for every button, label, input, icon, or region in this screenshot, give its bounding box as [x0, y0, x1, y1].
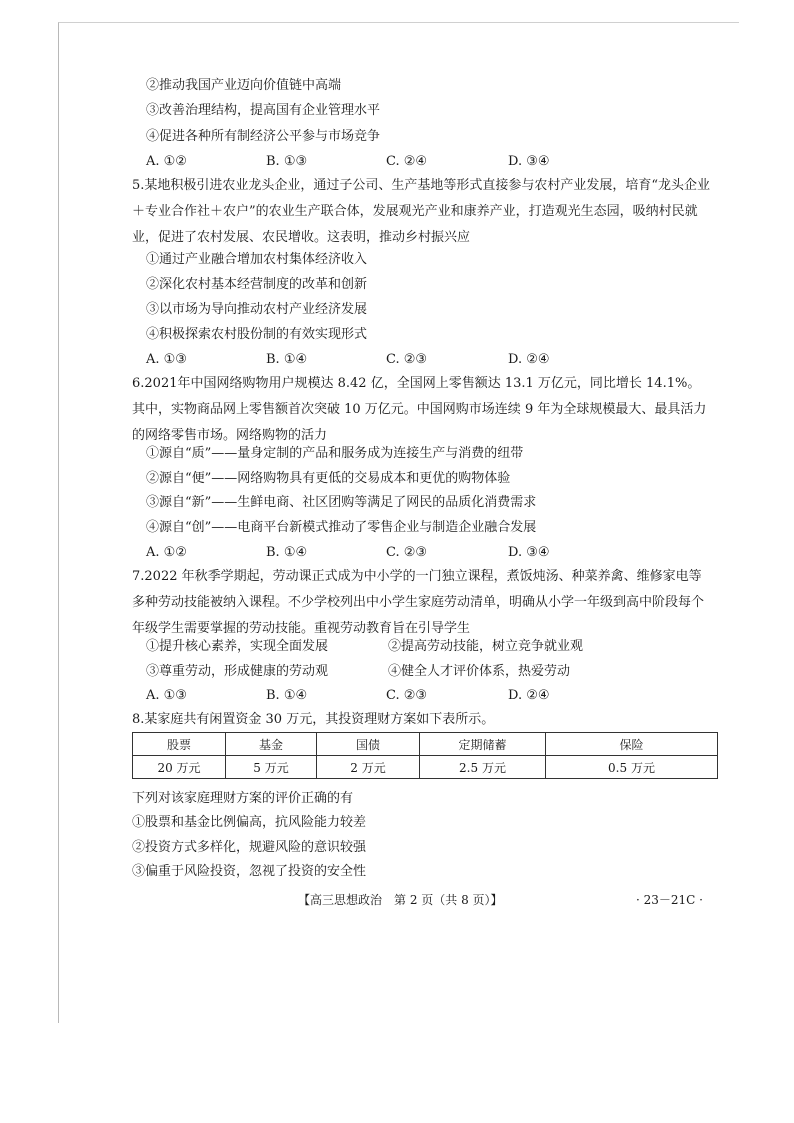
option-a: A. ①③ [146, 688, 187, 703]
page-footer-title: 【高三思想政治 第 2 页（共 8 页）】 [298, 893, 503, 907]
q5-item-4: ④积极探索农村股份制的有效实现形式 [146, 327, 368, 342]
table-row [133, 756, 718, 779]
q5-item-1: ①通过产业融合增加农村集体经济收入 [146, 252, 368, 267]
q5-item-3: ③以市场为导向推动农村产业经济发展 [146, 302, 368, 317]
table-cell: 2 万元 [317, 756, 420, 779]
q5-stem: 5.某地积极引进农业龙头企业，通过子公司、生产基地等形式直接参与农村产业发展，培育“龙头企业＋专业合作社＋农户”的农业生产联合体，发展观光产业和康养产业，打造观光生态园，吸纳村民就业，促进了农村发展、农民增收。这表明，推动乡村振兴应 [132, 178, 711, 245]
q4-options [146, 154, 706, 170]
q8-stem: 8.某家庭共有闲置资金 30 万元，其投资理财方案如下表所示。 [132, 712, 495, 727]
q6-item-4: ④源自“创”——电商平台新模式推动了零售企业与制造企业融合发展 [146, 520, 537, 535]
table-cell: 20 万元 [133, 756, 226, 779]
option-c: C. ②③ [386, 545, 428, 560]
q5-options [146, 352, 706, 368]
q7-stem: 7.2022 年秋季学期起，劳动课正式成为中小学的一门独立课程，煮饭炖汤、种菜养禽、维修家电等多种劳动技能被纳入课程。不少学校列出中小学生家庭劳动清单，明确从小学一年级到高中阶段每个年级学生需要掌握的劳动技能。重视劳动教育旨在引导学生 [132, 569, 705, 636]
option-b: B. ①④ [266, 545, 308, 560]
q8-question: 下列对该家庭理财方案的评价正确的有 [132, 791, 354, 806]
q8-item-2: ②投资方式多样化，规避风险的意识较强 [132, 840, 367, 855]
q6-item-2: ②源自“便”——网络购物具有更低的交易成本和更优的购物体验 [146, 471, 511, 486]
q6-item-3: ③源自“新”——生鲜电商、社区团购等满足了网民的品质化消费需求 [146, 495, 537, 510]
table-cell: 2.5 万元 [420, 756, 546, 779]
option-a: A. ①② [146, 154, 187, 169]
q6-stem: 6.2021年中国网络购物用户规模达 8.42 亿，全国网上零售额达 13.1 万亿元，同比增长 14.1%。其中，实物商品网上零售额首次突破 10 万亿元。中国网购市场连续 9 年为全球规模最大、最具活力的网络零售市场。网络购物的活力 [132, 376, 707, 443]
table-cell: 0.5 万元 [546, 756, 718, 779]
option-c: C. ②④ [386, 154, 428, 169]
option-c: C. ②③ [386, 352, 428, 367]
option-c: C. ②③ [386, 688, 428, 703]
table-header-cell: 股票 [133, 733, 226, 756]
q4-item-4: ④促进各种所有制经济公平参与市场竞争 [146, 129, 381, 144]
table-header-cell: 基金 [226, 733, 317, 756]
q4-item-3: ③改善治理结构，提高国有企业管理水平 [146, 103, 381, 118]
q5-item-2: ②深化农村基本经营制度的改革和创新 [146, 277, 368, 292]
q6-options [146, 545, 706, 561]
option-b: B. ①④ [266, 688, 308, 703]
investment-table [132, 732, 718, 779]
q8-item-3: ③偏重于风险投资，忽视了投资的安全性 [132, 864, 367, 879]
q7-item-1: ①提升核心素养，实现全面发展 [146, 639, 329, 654]
table-cell: 5 万元 [226, 756, 317, 779]
option-d: D. ②④ [508, 352, 550, 367]
option-b: B. ①③ [266, 154, 308, 169]
q4-item-2: ②推动我国产业迈向价值链中高端 [146, 78, 342, 93]
option-d: D. ②④ [508, 688, 550, 703]
q7-options [146, 688, 706, 704]
option-b: B. ①④ [266, 352, 308, 367]
table-header-row [133, 733, 718, 756]
page-footer-code: · 23－21C · [636, 893, 703, 907]
q7-item-4: ④健全人才评价体系，热爱劳动 [388, 664, 571, 679]
table-header-cell: 国债 [317, 733, 420, 756]
table-header-cell: 保险 [546, 733, 718, 756]
option-a: A. ①② [146, 545, 187, 560]
q8-item-1: ①股票和基金比例偏高，抗风险能力较差 [132, 815, 367, 830]
table-header-cell: 定期储蓄 [420, 733, 546, 756]
q7-item-2: ②提高劳动技能，树立竞争就业观 [388, 639, 584, 654]
q7-item-3: ③尊重劳动，形成健康的劳动观 [146, 664, 329, 679]
q6-item-1: ①源自“质”——量身定制的产品和服务成为连接生产与消费的纽带 [146, 446, 524, 461]
option-d: D. ③④ [508, 154, 550, 169]
option-d: D. ③④ [508, 545, 550, 560]
option-a: A. ①③ [146, 352, 187, 367]
